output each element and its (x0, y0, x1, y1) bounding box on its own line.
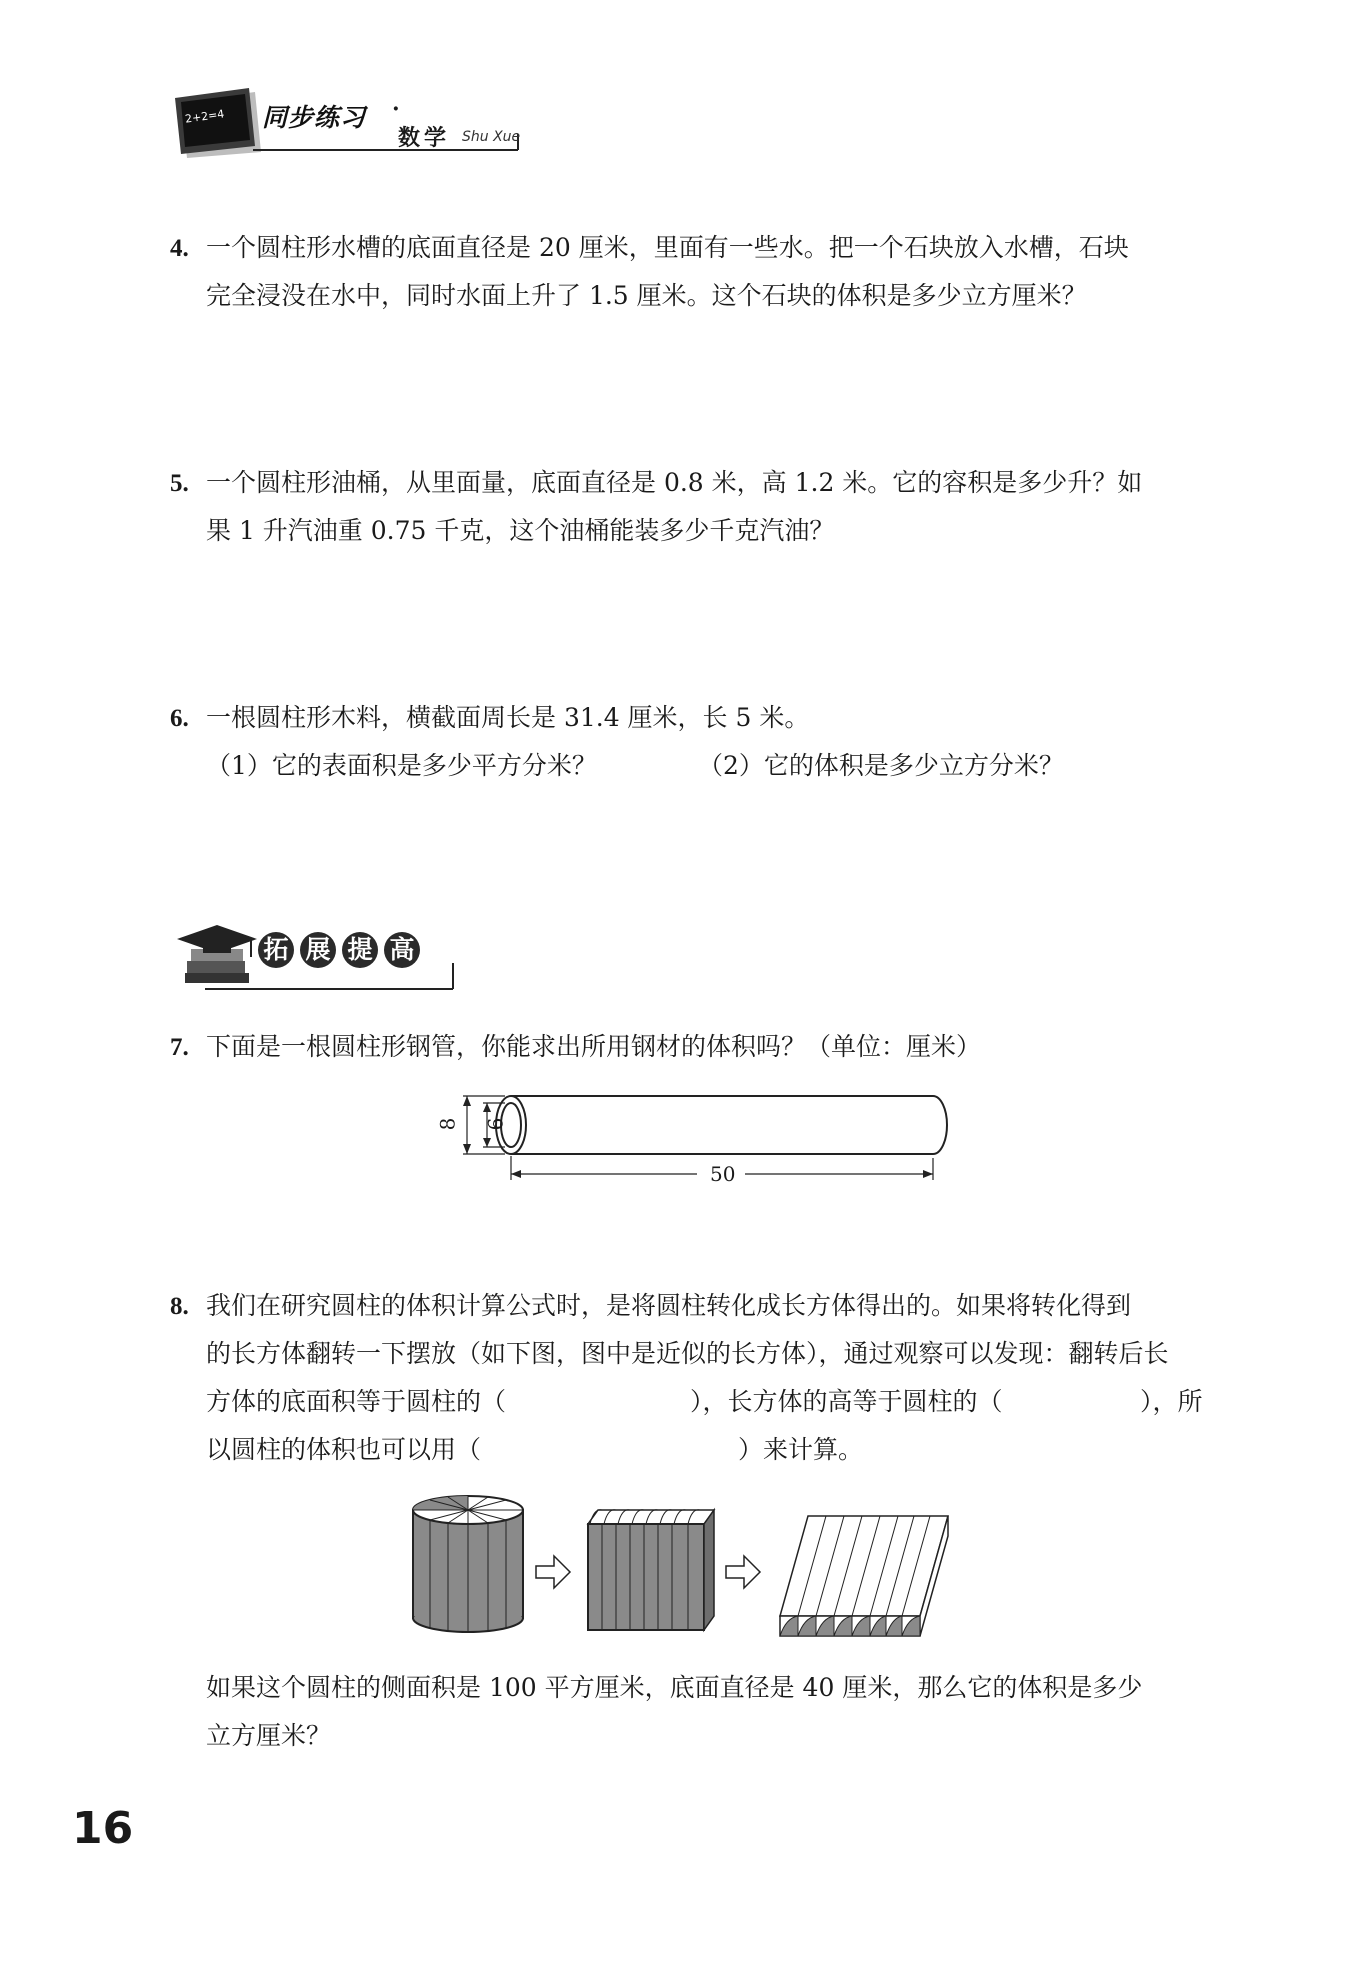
question-8-line-4a: 以圆柱的体积也可以用（ (206, 1435, 482, 1464)
question-8-line-3c: ），所 (1140, 1387, 1203, 1416)
page-number: 16 (72, 1803, 134, 1854)
question-8-line-1: 我们在研究圆柱的体积计算公式时，是将圆柱转化成长方体得出的。如果将转化得到 (206, 1291, 1132, 1320)
length-label: 50 (710, 1162, 736, 1186)
question-7-number: 7. (170, 1034, 189, 1061)
section-char-3: 提 (342, 932, 378, 968)
question-8-line-3a: 方体的底面积等于圆柱的（ (206, 1387, 507, 1416)
question-4-number: 4. (170, 235, 189, 262)
cuboid-shape (588, 1510, 714, 1630)
inner-diameter-label: 6 (483, 1117, 508, 1131)
question-8-line-4b: ）来计算。 (738, 1435, 864, 1464)
question-6-sub-1: （1）它的表面积是多少平方分米？ (206, 751, 597, 780)
question-8-line-2: 的长方体翻转一下摆放（如下图，图中是近似的长方体），通过观察可以发现：翻转后长 (206, 1339, 1169, 1368)
section-char-4: 高 (384, 932, 420, 968)
question-8-follow-2: 立方厘米？ (206, 1721, 332, 1750)
question-4-line-2: 完全浸没在水中，同时水面上升了 1.5 厘米。这个石块的体积是多少立方厘米？ (206, 281, 1087, 310)
subject-pinyin: Shu Xue (462, 129, 521, 145)
question-5-line-1: 一个圆柱形油桶，从里面量，底面直径是 0.8 米，高 1.2 米。它的容积是多少升？如 (206, 468, 1143, 497)
question-6-number: 6. (170, 705, 189, 732)
badge-formula: 2+2=4 (184, 107, 226, 126)
flipped-cuboid-shape (780, 1516, 948, 1636)
question-7-line-1: 下面是一根圆柱形钢管，你能求出所用钢材的体积吗？（单位：厘米） (206, 1032, 982, 1061)
cylinder-transformation-figure (408, 1488, 998, 1643)
arrow-right-icon-2 (726, 1556, 760, 1588)
question-8-line-3b: ），长方体的高等于圆柱的（ (690, 1387, 1003, 1416)
question-4-line-1: 一个圆柱形水槽的底面直径是 20 厘米，里面有一些水。把一个石块放入水槽，石块 (206, 233, 1129, 262)
question-5-line-2: 果 1 升汽油重 0.75 千克，这个油桶能装多少千克汽油？ (206, 516, 835, 545)
steel-pipe-figure (435, 1080, 955, 1186)
section-char-1: 拓 (258, 932, 294, 968)
question-6-line-1: 一根圆柱形木料，横截面周长是 31.4 厘米，长 5 米。 (206, 703, 810, 732)
question-5-number: 5. (170, 470, 189, 497)
series-title: 同步练习 (262, 103, 367, 132)
question-8-number: 8. (170, 1293, 189, 1320)
arrow-right-icon (536, 1556, 570, 1588)
subject-title: 数学 (398, 126, 451, 151)
header-separator: · (392, 96, 400, 122)
question-8-follow-1: 如果这个圆柱的侧面积是 100 平方厘米，底面直径是 40 厘米，那么它的体积是多少 (206, 1673, 1143, 1702)
section-char-2: 展 (300, 932, 336, 968)
question-6-sub-2: （2）它的体积是多少立方分米？ (698, 751, 1064, 780)
outer-diameter-label: 8 (435, 1117, 460, 1131)
cylinder-shape (413, 1496, 523, 1632)
